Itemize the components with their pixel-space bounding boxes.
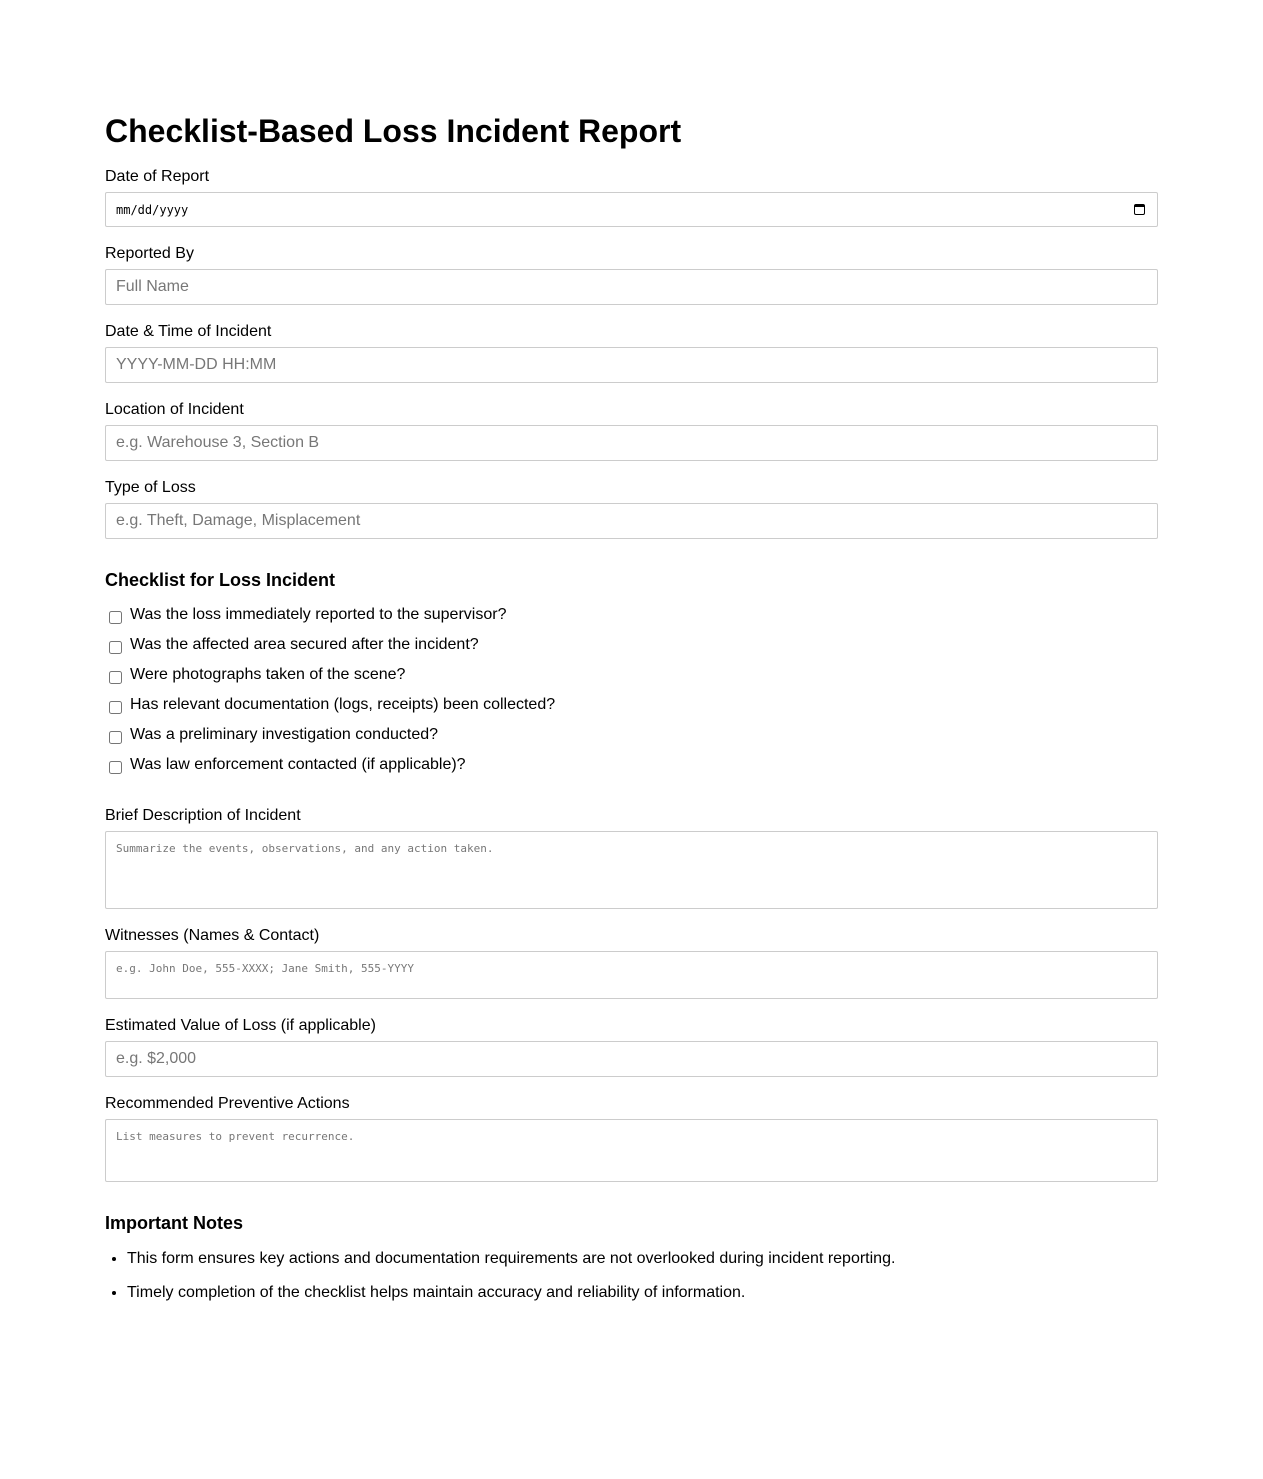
- checklist-item-investigation: [105, 725, 1158, 755]
- estimated-value-label: Estimated Value of Loss (if applicable): [105, 1017, 376, 1034]
- loss-type-label: Type of Loss: [105, 479, 196, 496]
- location-group: [105, 401, 1158, 461]
- description-label: Brief Description of Incident: [105, 807, 301, 824]
- checklist-item-label: Was the affected area secured after the incident?: [130, 636, 479, 653]
- checklist-checkbox[interactable]: [109, 611, 122, 624]
- checklist-checkbox[interactable]: [109, 731, 122, 744]
- date-of-report-label: Date of Report: [105, 168, 210, 185]
- calendar-icon[interactable]: [1134, 204, 1145, 215]
- description-group: [105, 807, 1158, 909]
- checklist-item-label: Has relevant documentation (logs, receipts) been collected?: [130, 696, 556, 713]
- checklist-item-photographs: [105, 665, 1158, 695]
- checklist-title: Checklist for Loss Incident: [105, 570, 336, 590]
- estimated-value-input[interactable]: [105, 1041, 1158, 1077]
- date-of-report-group: [105, 168, 1158, 227]
- incident-datetime-group: [105, 323, 1158, 383]
- loss-type-group: [105, 479, 1158, 539]
- checklist-checkbox[interactable]: [109, 671, 122, 684]
- estimated-value-group: [105, 1017, 1158, 1077]
- incident-datetime-label: Date & Time of Incident: [105, 323, 272, 340]
- checklist-checkbox[interactable]: [109, 701, 122, 714]
- note-item: • Timely completion of the checklist helps maintain accuracy and reliability of information.: [127, 1284, 1158, 1302]
- date-of-report-input[interactable]: [105, 192, 1158, 227]
- description-textarea[interactable]: [105, 831, 1158, 909]
- checklist-item-label: Was the loss immediately reported to the supervisor?: [130, 606, 507, 623]
- incident-datetime-input[interactable]: [105, 347, 1158, 383]
- checklist-item-law-enforcement: [105, 755, 1158, 785]
- witnesses-textarea[interactable]: [105, 951, 1158, 999]
- report-form: [105, 0, 1158, 1302]
- notes-list: [105, 1250, 1158, 1302]
- reported-by-input[interactable]: [105, 269, 1158, 305]
- notes-title: Important Notes: [105, 1213, 244, 1233]
- checklist-checkbox[interactable]: [109, 761, 122, 774]
- checklist-item-label: Was a preliminary investigation conducted?: [130, 726, 439, 743]
- checklist: [105, 605, 1158, 785]
- date-of-report-value: mm/dd/yyyy: [116, 202, 189, 217]
- checklist-checkbox[interactable]: [109, 641, 122, 654]
- loss-type-input[interactable]: [105, 503, 1158, 539]
- witnesses-group: [105, 927, 1158, 999]
- page-title: Checklist-Based Loss Incident Report: [105, 113, 682, 149]
- location-label: Location of Incident: [105, 401, 244, 418]
- checklist-item-documentation: [105, 695, 1158, 725]
- witnesses-label: Witnesses (Names & Contact): [105, 927, 320, 944]
- checklist-item-reported-supervisor: [105, 605, 1158, 635]
- location-input[interactable]: [105, 425, 1158, 461]
- preventive-actions-label: Recommended Preventive Actions: [105, 1095, 350, 1112]
- preventive-actions-group: [105, 1095, 1158, 1182]
- note-item: • This form ensures key actions and documentation requirements are not overlooked during incident reporting.: [127, 1250, 1158, 1268]
- reported-by-label: Reported By: [105, 245, 194, 262]
- reported-by-group: [105, 245, 1158, 305]
- checklist-item-area-secured: [105, 635, 1158, 665]
- checklist-item-label: Were photographs taken of the scene?: [130, 666, 406, 683]
- preventive-actions-textarea[interactable]: [105, 1119, 1158, 1182]
- checklist-item-label: Was law enforcement contacted (if applicable)?: [130, 756, 466, 773]
